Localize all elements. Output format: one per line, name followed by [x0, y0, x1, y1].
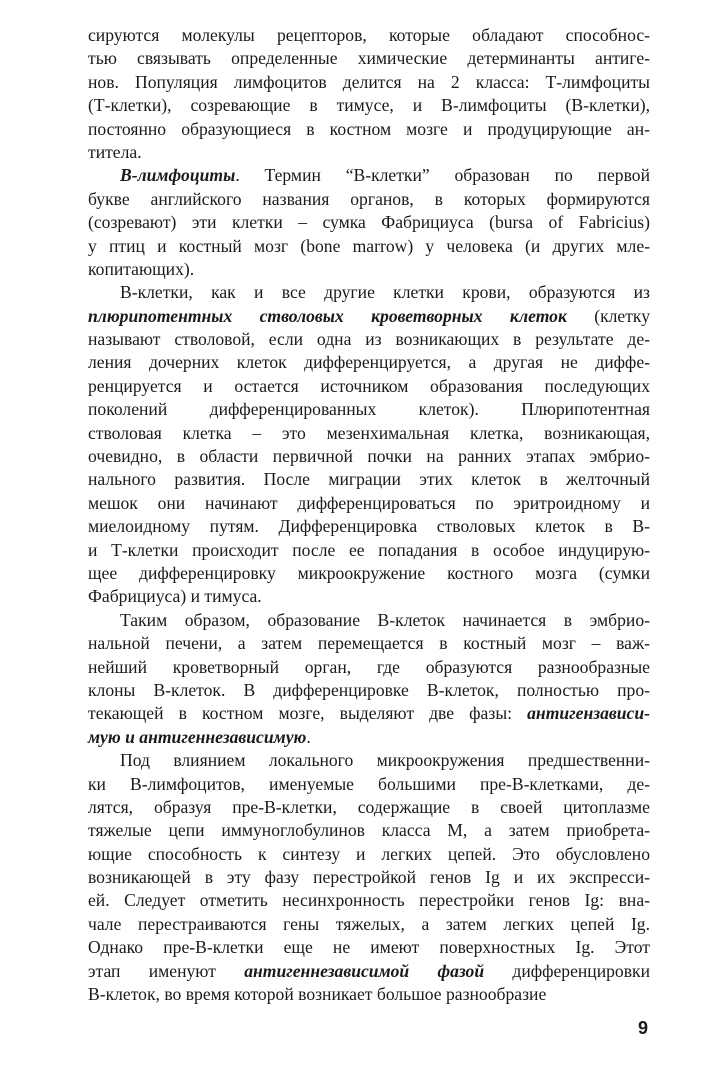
text-line — [88, 141, 650, 164]
text-run: у птиц и костный мозг (bone marrow) у человека (и других мле- — [88, 235, 650, 256]
text-run: ления дочерних клеток дифференцируется, а другая не диффе- — [88, 352, 650, 373]
text-run: сируются молекулы рецепторов, которые обладают способнос- — [88, 25, 650, 45]
text-line — [88, 235, 650, 258]
text-run: Под влиянием локального микроокружения предшественни- — [120, 750, 650, 771]
text-line — [88, 515, 650, 538]
text-line — [88, 983, 650, 1006]
emphasized-term: В-лимфоциты — [120, 165, 236, 186]
text-run: чале перестраиваются гены тяжелых, а затем легких цепей Ig. — [88, 913, 650, 934]
text-line — [88, 749, 650, 772]
text-run: титела. — [88, 141, 142, 162]
emphasized-term: антигензависи- — [527, 703, 650, 724]
text-line — [88, 726, 650, 749]
text-run: лятся, образуя пре-В-клетки, содержащие в своей цитоплазме — [88, 796, 650, 817]
paragraph — [88, 281, 650, 608]
text-run: (Т-клетки), созревающие в тимусе, и В-лимфоциты (В-клетки), — [88, 95, 650, 116]
text-run: поколений дифференцированных клеток). Плюрипотентная — [88, 399, 650, 420]
text-line — [88, 375, 650, 398]
text-line — [88, 562, 650, 585]
text-run: ренцируется и остается источником образования последующих — [88, 375, 650, 396]
text-line — [88, 632, 650, 655]
text-run: В-клетки, как и все другие клетки крови, образуются из — [120, 282, 650, 303]
text-run: и Т-клетки происходит после ее попадания в особое индуцирую- — [88, 539, 650, 560]
text-run: копитающих). — [88, 258, 195, 279]
text-run: текающей в костном мозге, выделяют две фазы: — [88, 703, 528, 724]
text-line — [88, 422, 650, 445]
page-number: 9 — [638, 1018, 649, 1038]
text-run: миелоидному путям. Дифференцировка стволовых клеток в В- — [88, 516, 650, 537]
text-line — [88, 94, 650, 117]
text-line — [88, 656, 650, 679]
text-line — [88, 211, 650, 234]
text-run: ки В-лимфоцитов, именуемые большими пре-В-клетками, де- — [88, 773, 650, 794]
text-line — [88, 188, 650, 211]
text-line — [88, 328, 650, 351]
text-run: тью связывать определенные химические детерминанты антиге- — [88, 48, 650, 69]
text-run: ющие способность к синтезу и легких цепей. Это обусловлено — [88, 843, 650, 864]
text-run: Фабрициуса) и тимуса. — [88, 586, 262, 607]
emphasized-term: антигеннезависимой фазой — [244, 960, 485, 981]
text-line — [88, 796, 650, 819]
text-line — [88, 398, 650, 421]
text-line — [88, 866, 650, 889]
text-run: этап именуют — [88, 960, 245, 981]
text-line — [88, 702, 650, 725]
text-line — [88, 889, 650, 912]
emphasized-term: плюрипотентных стволовых кроветворных клеток — [88, 305, 567, 326]
text-run: щее дифференцировку микроокружение костного мозга (сумки — [88, 562, 650, 583]
text-line — [88, 679, 650, 702]
text-run: нов. Популяция лимфоцитов делится на 2 класса: Т-лимфоциты — [88, 71, 650, 92]
text-line — [88, 819, 650, 842]
paragraph — [88, 164, 650, 281]
text-run: возникающей в эту фазу перестройкой генов Ig и их экспресси- — [88, 867, 650, 888]
text-run: постоянно образующиеся в костном мозге и продуцирующие ан- — [88, 118, 650, 139]
text-line — [88, 843, 650, 866]
emphasized-term: мую и антигеннезависимую — [88, 726, 307, 747]
text-line — [88, 468, 650, 491]
paragraph — [88, 749, 650, 1006]
text-line — [88, 118, 650, 141]
text-line — [88, 305, 650, 328]
text-line — [88, 585, 650, 608]
text-line — [88, 24, 650, 47]
text-run: тяжелые цепи иммуноглобулинов класса М, а затем приобрета- — [88, 820, 650, 841]
text-line — [88, 492, 650, 515]
text-run: стволовая клетка – это мезенхимальная клетка, возникающая, — [88, 422, 650, 443]
text-run: нальной печени, а затем перемещается в костный мозг – важ- — [88, 633, 650, 654]
text-line — [88, 164, 650, 187]
text-run: ей. Следует отметить несинхронность перестройки генов Ig: вна- — [88, 890, 650, 911]
text-run: . — [306, 726, 311, 747]
text-line — [88, 609, 650, 632]
text-run: клоны В-клеток. В дифференцировке В-клеток, полностью про- — [88, 679, 650, 700]
paragraph — [88, 609, 650, 749]
text-line — [88, 71, 650, 94]
text-line — [88, 913, 650, 936]
text-line — [88, 539, 650, 562]
page-body — [88, 24, 650, 1006]
text-run: дифференцировки — [484, 960, 650, 981]
text-run: . Термин “В-клетки” образован по первой — [235, 165, 650, 186]
text-run: мешок они начинают дифференцироваться по эритроидному и — [88, 492, 650, 513]
text-line — [88, 773, 650, 796]
text-line — [88, 281, 650, 304]
text-run: нального развития. После миграции этих клеток в желточный — [88, 469, 650, 490]
text-run: нейший кроветворный орган, где образуются разнообразные — [88, 656, 650, 677]
text-line — [88, 936, 650, 959]
paragraph — [88, 24, 650, 164]
text-run: Однако пре-В-клетки еще не имеют поверхностных Ig. Этот — [88, 937, 650, 958]
text-line — [88, 258, 650, 281]
text-run: называют стволовой, если одна из возникающих в результате де- — [88, 329, 650, 350]
text-run: Таким образом, образование В-клеток начинается в эмбрио- — [120, 609, 650, 630]
text-run: (созревают) эти клетки – сумка Фабрициуса (bursa of Fabricius) — [88, 212, 650, 233]
text-run: (клетку — [566, 305, 650, 326]
text-line — [88, 47, 650, 70]
text-line — [88, 960, 650, 983]
text-run: очевидно, в области первичной почки на ранних этапах эмбрио- — [88, 446, 650, 467]
text-line — [88, 351, 650, 374]
text-line — [88, 445, 650, 468]
text-run: В-клеток, во время которой возникает большое разнообразие — [88, 984, 547, 1005]
text-run: букве английского названия органов, в которых формируются — [88, 188, 650, 209]
